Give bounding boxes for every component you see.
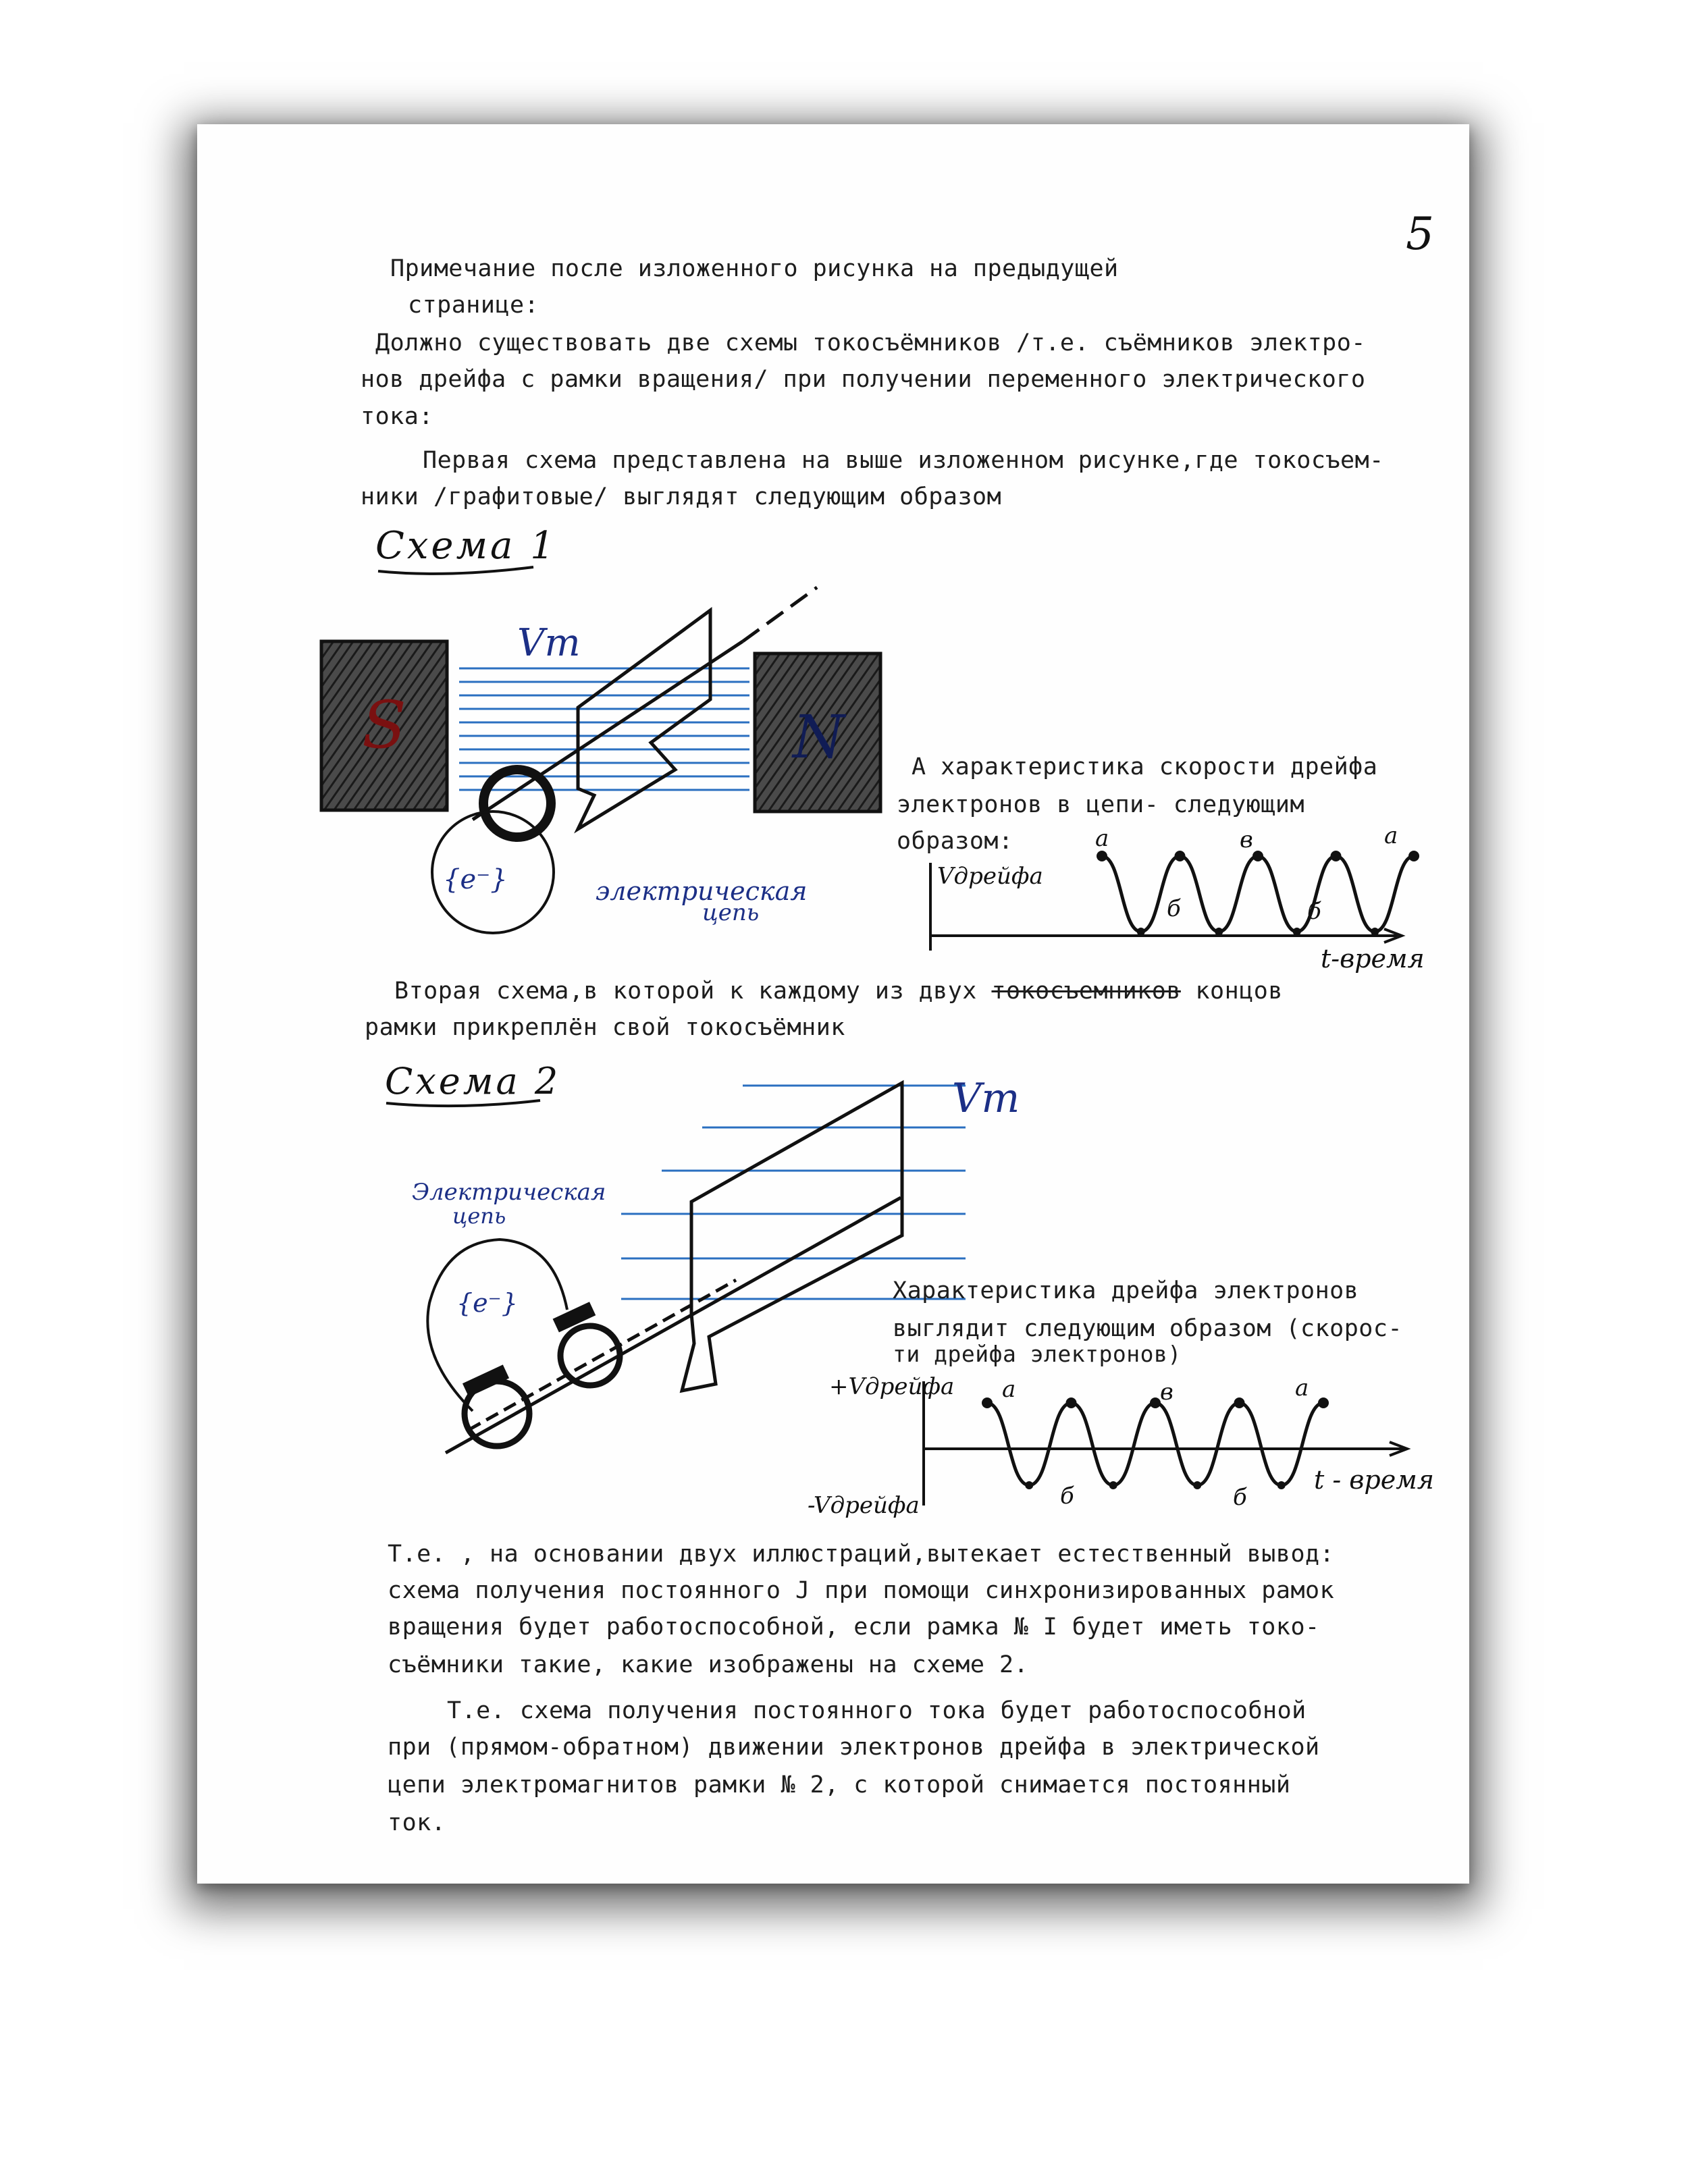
- intro-line-3: Должно существовать две схемы токосъёмников /т.е. съёмников электро-: [375, 329, 1366, 356]
- scheme1-caption-line-2: электронов в цепи- следующим: [897, 791, 1305, 818]
- chart2-xlabel: t - время: [1314, 1465, 1434, 1495]
- chart2-ylabel-bottom: -Vдрейфа: [808, 1492, 920, 1519]
- electron-label-2: {e⁻}: [456, 1288, 518, 1318]
- intro-line-5: тока:: [361, 403, 433, 430]
- intro-line-1: Примечание после изложенного рисунка на предыдущей: [390, 255, 1119, 282]
- chart2-series-line: [987, 1403, 1323, 1485]
- chart2-point: [1025, 1481, 1033, 1489]
- between-line-1b: концов: [1180, 978, 1283, 1005]
- chart2-point: [1066, 1397, 1077, 1408]
- between-line-1a: Вторая схема,в которой к каждому из двух: [394, 978, 992, 1005]
- chart1-ylabel: Vдрейфа: [937, 863, 1043, 890]
- circuit-label-1b: цепь: [702, 899, 760, 926]
- chart2-point-label: б: [1060, 1483, 1074, 1510]
- between-strikethrough: токосъемников: [991, 978, 1181, 1005]
- conclusion-line-2: схема получения постоянного J при помощи синхронизированных рамок: [388, 1577, 1335, 1604]
- scheme2-caption-line-2: выглядит следующим образом (скорос-: [893, 1315, 1403, 1342]
- chart1-point-label: б: [1307, 898, 1321, 925]
- chart2-point: [1109, 1481, 1117, 1489]
- scheme1-caption-line-3: образом:: [897, 828, 1013, 855]
- electron-label-1: {e⁻}: [443, 864, 508, 895]
- conclusion-line-5: Т.е. схема получения постоянного тока будет работоспособной: [447, 1697, 1307, 1724]
- velocity-label-1: Vm: [517, 621, 581, 665]
- pole-n-label: N: [793, 702, 845, 772]
- conclusion-line-8: ток.: [388, 1809, 446, 1836]
- scheme2-title: Схема 2: [385, 1060, 561, 1102]
- intro-line-6: Первая схема представлена на выше изложенном рисунке,где токосъем-: [423, 447, 1384, 474]
- chart1-point-label: в: [1240, 826, 1253, 853]
- chart2-point-label: а: [1295, 1375, 1309, 1402]
- chart1-point-label: а: [1384, 822, 1398, 849]
- chart2-point-label: в: [1160, 1379, 1173, 1406]
- chart2-point: [1318, 1397, 1329, 1408]
- chart2-point: [1234, 1397, 1245, 1408]
- chart1-point-label: а: [1095, 825, 1109, 852]
- circuit-label-2b: цепь: [452, 1203, 506, 1229]
- chart2-point: [1150, 1397, 1161, 1408]
- conclusion-line-3: вращения будет работоспособной, если рамка № I будет иметь токо-: [388, 1614, 1320, 1641]
- chart2-point-label: а: [1002, 1376, 1016, 1403]
- scheme1-title: Схема 1: [375, 524, 557, 568]
- conclusion-line-4: съёмники такие, какие изображены на схеме 2.: [388, 1651, 1029, 1678]
- page-number: 5: [1406, 208, 1434, 260]
- intro-line-7: ники /графитовые/ выглядят следующим образом: [361, 483, 1002, 510]
- conclusion-line-7: цепи электромагнитов рамки № 2, с которой снимается постоянный: [388, 1772, 1291, 1799]
- chart2-point: [1193, 1481, 1201, 1489]
- intro-line-4: нов дрейфа с рамки вращения/ при получении переменного электрического: [361, 366, 1366, 393]
- chart2-point-label: б: [1233, 1484, 1247, 1511]
- conclusion-line-1: Т.е. , на основании двух иллюстраций,вытекает естественный вывод:: [388, 1541, 1335, 1568]
- chart2-points: [982, 1397, 1329, 1489]
- chart1-xlabel: t-время: [1321, 944, 1425, 974]
- chart2-point: [982, 1397, 993, 1408]
- intro-line-2: странице:: [408, 292, 539, 319]
- conclusion-line-6: при (прямом-обратном) движении электронов дрейфа в электрической: [388, 1734, 1320, 1761]
- circuit-label-2a: Электрическая: [412, 1179, 606, 1206]
- chart2-ylabel-top: +Vдрейфа: [829, 1373, 955, 1400]
- scheme1-caption-line-1: А характеристика скорости дрейфа: [912, 753, 1378, 780]
- chart1-point-label: б: [1167, 895, 1181, 922]
- between-line-2: рамки прикреплён свой токосъёмник: [365, 1014, 845, 1041]
- chart2-point: [1277, 1481, 1286, 1489]
- pole-s-label: S: [362, 687, 406, 763]
- scheme2-caption-line-1: Характеристика дрейфа электронов: [893, 1277, 1359, 1304]
- velocity-label-2: Vm: [952, 1075, 1020, 1122]
- scheme2-caption-line-3: ти дрейфа электронов): [893, 1341, 1182, 1367]
- circuit-label-1a: электрическая: [596, 876, 808, 906]
